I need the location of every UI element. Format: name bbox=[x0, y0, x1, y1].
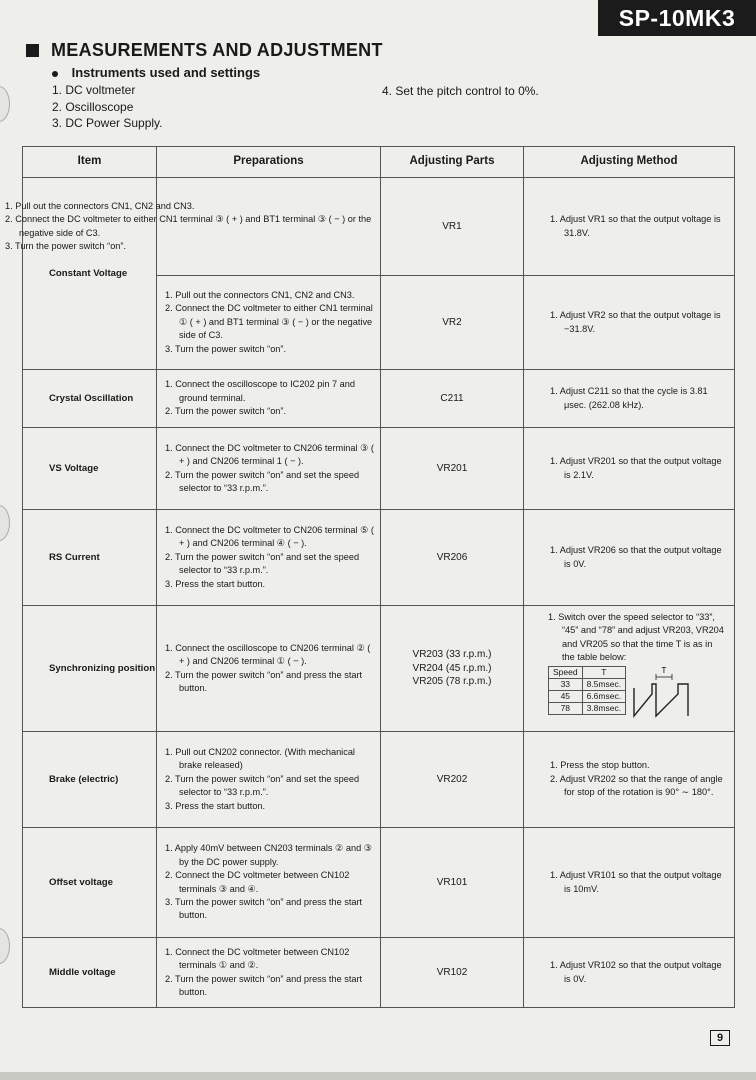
speed-value: 33 bbox=[549, 679, 583, 691]
sawtooth-waveform-icon bbox=[630, 664, 694, 726]
item-cell: VS Voltage bbox=[23, 428, 157, 510]
method-cell bbox=[524, 938, 735, 1008]
bullet-icon bbox=[52, 71, 58, 77]
method-cell bbox=[524, 828, 735, 938]
item-cell: Middle voltage bbox=[23, 938, 157, 1008]
table-row bbox=[23, 428, 735, 510]
col-header-adjusting-method: Adjusting Method bbox=[524, 147, 735, 178]
preparations-cell bbox=[157, 370, 381, 428]
method-step: 1. Adjust VR206 so that the output voltage is 0V. bbox=[550, 545, 722, 569]
method-step: 1. Adjust C211 so that the cycle is 3.81 μsec. (262.08 kHz). bbox=[550, 386, 708, 410]
adjusting-part-cell: VR202 bbox=[381, 732, 524, 828]
prep-step: 1. Connect the oscilloscope to IC202 pin 7 and ground terminal. bbox=[165, 379, 355, 403]
prep-step: 2. Connect the DC voltmeter to either CN1 terminal ③ ( + ) and BT1 terminal ③ ( − ) or the negative side of C3. bbox=[5, 214, 372, 238]
item-cell: Crystal Oscillation bbox=[23, 370, 157, 428]
speed-table-header: T bbox=[582, 667, 626, 679]
method-cell bbox=[524, 370, 735, 428]
table-row bbox=[23, 510, 735, 606]
preparations-cell bbox=[157, 428, 381, 510]
subheading bbox=[52, 65, 260, 80]
table-row bbox=[23, 732, 735, 828]
prep-step: 3. Turn the power switch “on”. bbox=[5, 240, 127, 251]
preparations-cell bbox=[157, 276, 381, 370]
prep-step: 1. Apply 40mV between CN203 terminals ② and ③ by the DC power supply. bbox=[165, 843, 372, 867]
instrument-item: 2. Oscilloscope bbox=[52, 99, 134, 114]
section-title bbox=[26, 40, 383, 61]
preparations-cell bbox=[157, 938, 381, 1008]
prep-step: 2. Turn the power switch “on” and press the start button. bbox=[165, 973, 363, 997]
adjusting-part-cell: VR2 bbox=[381, 276, 524, 370]
method-step: 1. Adjust VR102 so that the output voltage is 0V. bbox=[550, 960, 722, 984]
adjusting-part: VR204 (45 r.p.m.) bbox=[412, 662, 492, 674]
speed-value: 45 bbox=[549, 691, 583, 703]
table-row bbox=[23, 370, 735, 428]
time-value: 3.8msec. bbox=[582, 703, 626, 715]
item-cell: Offset voltage bbox=[23, 828, 157, 938]
instrument-list bbox=[52, 82, 163, 132]
method-step: 2. Adjust VR202 so that the range of angle for stop of the rotation is 90° ∼ 180°. bbox=[550, 773, 723, 798]
page-number: 9 bbox=[710, 1030, 730, 1046]
square-bullet-icon bbox=[26, 44, 39, 57]
table-row bbox=[23, 606, 735, 732]
table-header-row bbox=[23, 147, 735, 178]
prep-step: 2. Turn the power switch “on” and set the speed selector to “33 r.p.m.”. bbox=[165, 469, 360, 493]
waveform-period-label: T bbox=[661, 666, 667, 676]
method-cell bbox=[524, 510, 735, 606]
time-value: 8.5msec. bbox=[582, 679, 626, 691]
section-title-text: MEASUREMENTS AND ADJUSTMENT bbox=[51, 40, 383, 60]
method-cell bbox=[524, 606, 735, 732]
method-step: 1. Adjust VR1 so that the output voltage is 31.8V. bbox=[550, 214, 721, 238]
table-row bbox=[23, 828, 735, 938]
speed-table-header: Speed bbox=[549, 667, 583, 679]
prep-step: 3. Press the start button. bbox=[165, 578, 266, 589]
prep-step: 2. Turn the power switch “on”. bbox=[165, 406, 287, 417]
adjustment-table bbox=[5, 146, 735, 1008]
preparations-cell bbox=[157, 828, 381, 938]
table-row bbox=[23, 178, 735, 276]
method-cell bbox=[524, 276, 735, 370]
prep-step: 1. Pull out the connectors CN1, CN2 and CN3. bbox=[5, 200, 195, 211]
table-row bbox=[23, 938, 735, 1008]
prep-step: 2. Turn the power switch “on” and set the speed selector to “33 r.p.m.”. bbox=[165, 551, 360, 576]
subheading-text: Instruments used and settings bbox=[71, 65, 261, 80]
item-cell: RS Current bbox=[23, 510, 157, 606]
col-header-item: Item bbox=[23, 147, 157, 178]
method-step: 1. Adjust VR2 so that the output voltage is −31.8V. bbox=[550, 310, 721, 334]
punch-hole bbox=[0, 86, 10, 122]
prep-step: 1. Pull out CN202 connector. (With mechanical brake released) bbox=[165, 746, 355, 771]
prep-step: 1. Connect the oscilloscope to CN206 terminal ② ( + ) and CN206 terminal ① ( − ). bbox=[165, 642, 371, 667]
method-cell bbox=[524, 732, 735, 828]
adjusting-part-cell: VR206 bbox=[381, 510, 524, 606]
instrument-item: 3. DC Power Supply. bbox=[52, 116, 163, 130]
prep-step: 1. Connect the DC voltmeter to CN206 terminal ⑤ ( + ) and CN206 terminal ④ ( − ). bbox=[165, 524, 374, 549]
prep-step: 3. Turn the power switch “on”. bbox=[165, 343, 287, 354]
adjusting-part: VR203 (33 r.p.m.) bbox=[412, 649, 492, 661]
speed-time-table bbox=[548, 666, 626, 715]
prep-step: 1. Pull out the connectors CN1, CN2 and CN3. bbox=[165, 289, 355, 300]
col-header-adjusting-parts: Adjusting Parts bbox=[381, 147, 524, 178]
pitch-note: 4. Set the pitch control to 0%. bbox=[382, 84, 539, 98]
adjusting-part: VR205 (78 r.p.m.) bbox=[412, 676, 492, 688]
col-header-preparations: Preparations bbox=[157, 147, 381, 178]
punch-hole bbox=[0, 505, 10, 541]
method-step: 1. Switch over the speed selector to “33”, “45” and “78” and adjust VR203, VR204 and VR205 so that the time T is as in the table below: bbox=[548, 611, 724, 662]
preparations-cell bbox=[157, 732, 381, 828]
instrument-item: 1. DC voltmeter bbox=[52, 83, 136, 97]
item-cell: Constant Voltage bbox=[23, 178, 157, 370]
method-step: 1. Adjust VR101 so that the output voltage is 10mV. bbox=[550, 870, 722, 894]
preparations-cell bbox=[157, 510, 381, 606]
item-cell: Synchronizing position bbox=[23, 606, 157, 732]
time-value: 6.6msec. bbox=[582, 691, 626, 703]
method-cell bbox=[524, 178, 735, 276]
page-edge-strip bbox=[0, 1072, 756, 1080]
adjusting-parts-cell bbox=[381, 606, 524, 732]
adjusting-part-cell: VR1 bbox=[381, 178, 524, 276]
adjusting-part-cell: C211 bbox=[381, 370, 524, 428]
prep-step: 1. Connect the DC voltmeter between CN102 terminals ① and ②. bbox=[165, 946, 350, 971]
adjusting-part-cell: VR201 bbox=[381, 428, 524, 510]
speed-value: 78 bbox=[549, 703, 583, 715]
adjusting-part-cell: VR102 bbox=[381, 938, 524, 1008]
method-cell bbox=[524, 428, 735, 510]
prep-step: 1. Connect the DC voltmeter to CN206 terminal ③ ( + ) and CN206 terminal 1 ( − ). bbox=[165, 442, 374, 467]
method-step: 1. Press the stop button. bbox=[550, 760, 650, 771]
prep-step: 2. Turn the power switch “on” and press the start button. bbox=[165, 669, 363, 693]
adjusting-part-cell: VR101 bbox=[381, 828, 524, 938]
prep-step: 2. Turn the power switch “on” and set the speed selector to “33 r.p.m.”. bbox=[165, 773, 360, 798]
punch-hole bbox=[0, 928, 10, 964]
prep-step: 2. Connect the DC voltmeter to either CN1 terminal ① ( + ) and BT1 terminal ③ ( − ) or the negative side of C3. bbox=[165, 303, 373, 341]
prep-step: 3. Press the start button. bbox=[165, 800, 266, 811]
model-badge: SP-10MK3 bbox=[598, 0, 756, 36]
preparations-cell bbox=[157, 606, 381, 732]
prep-step: 3. Turn the power switch “on” and press the start button. bbox=[165, 896, 363, 921]
item-cell: Brake (electric) bbox=[23, 732, 157, 828]
prep-step: 2. Connect the DC voltmeter between CN102 terminals ③ and ④. bbox=[165, 870, 350, 894]
method-step: 1. Adjust VR201 so that the output voltage is 2.1V. bbox=[550, 456, 722, 480]
